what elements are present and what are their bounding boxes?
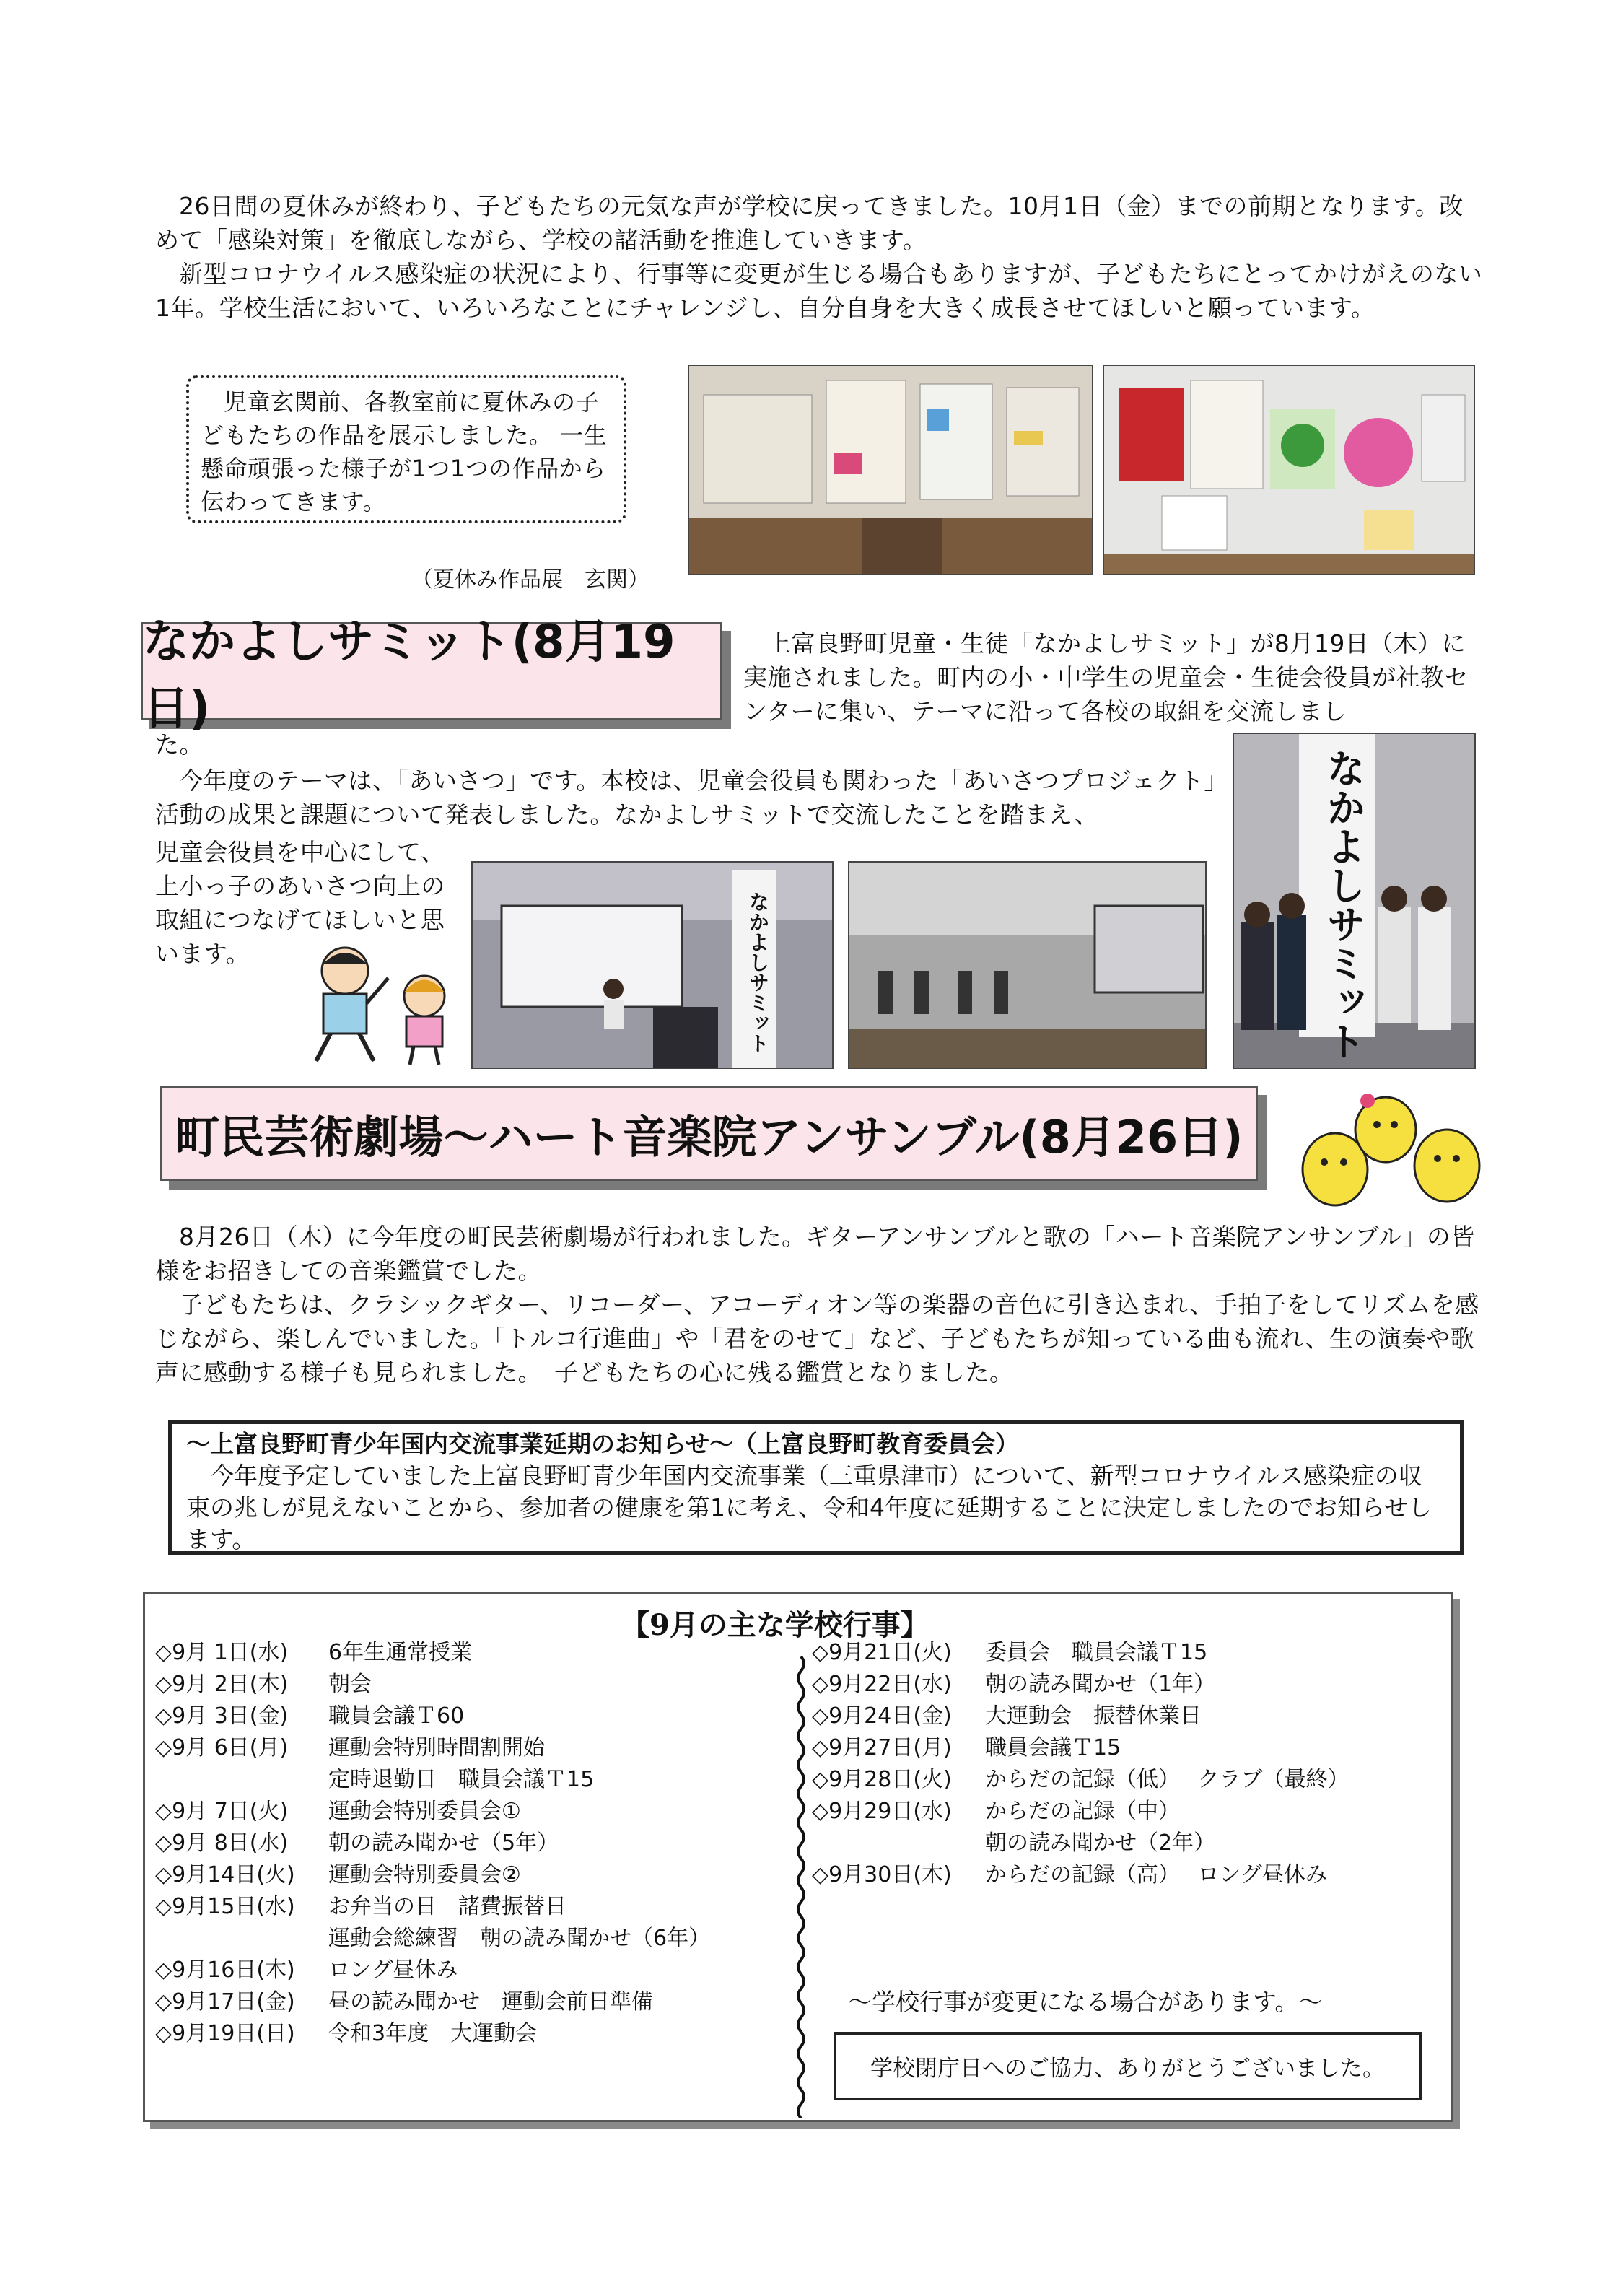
schedule-row [155,1764,790,1796]
schedule-event: 職員会議Ｔ60 [328,1703,465,1729]
schedule-date: ◇9月19日(日) [155,2021,295,2046]
exhibit-photo-1-image [689,366,1092,574]
schedule-date: ◇9月22日(水) [812,1672,952,1697]
exhibit-photo-2-image [1104,366,1474,574]
schedule-date: ◇9月 8日(水) [155,1830,289,1856]
schedule-date: ◇9月15日(水) [155,1894,295,1919]
summit-photo-presentation-image [473,863,832,1068]
schedule-date: ◇9月14日(火) [155,1862,295,1887]
schedule-row [812,1701,1447,1732]
schedule-event: 運動会特別時間割開始 [328,1735,545,1760]
summit-text-right-body: 上富良野町児童・生徒「なかよしサミット」が8月19日（木）に実施されました。町内の小・中学生の児童会・生徒会役員が社教センターに集い、テーマに沿って各校の取組を交流しまし [743,629,1469,725]
schedule-title: 【9月の主な学校行事】 [621,1608,929,1642]
schedule-row [812,1764,1447,1796]
theater-paragraph-1: 8月26日（木）に今年度の町民芸術劇場が行われました。ギターアンサンブルと歌の「ハート音楽院アンサンブル」の皆様をお招きしての音楽鑑賞でした。 [155,1223,1475,1285]
notice-heading: ～上富良野町青少年国内交流事業延期のお知らせ～（上富良野町教育委員会） [186,1430,1020,1458]
schedule-event: 6年生通常授業 [328,1640,473,1665]
schedule-event: 運動会特別委員会① [328,1799,521,1824]
schedule-row [155,1796,790,1828]
summit-text-left: 児童会役員を中心にして、上小っ子のあいさつ向上の取組につなげてほしいと思います。 [155,838,445,968]
summit-title-box [141,616,722,735]
thanks-text: 学校閉庁日へのご協力、ありがとうございました。 [870,2056,1385,2082]
schedule-event: 運動会総練習 朝の読み聞かせ（6年） [328,1926,711,1951]
schedule-event: からだの記録（低） クラブ（最終） [985,1767,1349,1792]
schedule-date: ◇9月 1日(水) [155,1640,289,1665]
schedule-row [155,1923,790,1955]
schedule-date: ◇9月16日(木) [155,1957,295,1983]
summit-text-theme: 今年度のテーマは、「あいさつ」です。本校は、児童会役員も関わった「あいさつプロジェクト」活動の成果と課題について発表しました。なかよしサミットで交流したことを踏まえ、 [155,767,1217,829]
schedule-date: ◇9月 6日(月) [155,1735,289,1760]
schedule-event: 朝の読み聞かせ（1年） [985,1672,1216,1697]
schedule-event: お弁当の日 諸費振替日 [328,1894,566,1919]
theater-paragraph-2: 子どもたちは、クラシックギター、リコーダー、アコーディオン等の楽器の音色に引き込まれ、手拍子をしてリズムを感じながら、楽しんでいました。「トルコ行進曲」や「君をのせて」など、子どもたちが知っている曲も流れ、生の演奏や歌声に感動する様子も見られました。 子どもたちの心に残る鑑賞となりました。 [155,1291,1479,1387]
intro-paragraph-1: 26日間の夏休みが終わり、子どもたちの元気な声が学校に戻ってきました。10月1日（金）までの前期となります。改めて「感染対策」を徹底しながら、学校の諸活動を推進していきます。 [155,192,1464,254]
schedule-change-note: ～学校行事が変更になる場合があります。～ [848,1988,1323,2016]
schedule-date: ◇9月24日(金) [812,1703,952,1729]
schedule-row [155,1732,790,1764]
exhibit-note-box [186,375,626,523]
schedule-event: 朝の読み聞かせ（5年） [328,1830,559,1856]
exhibit-photo-2 [1103,365,1475,575]
schedule-event: 委員会 職員会議Ｔ15 [985,1640,1208,1665]
schedule-row [155,1637,790,1669]
schedule-date: ◇9月 3日(金) [155,1703,289,1729]
schedule-row [155,1828,790,1859]
chick-mascots-illustration [1292,1090,1494,1213]
summit-photo-presentation [471,861,834,1069]
greeting-kids-illustration [294,942,468,1068]
schedule-date: ◇9月28日(火) [812,1767,952,1792]
exhibit-caption: （夏休み作品展 玄関） [411,567,649,593]
schedule-event: からだの記録（中） [985,1799,1180,1824]
thanks-box [834,2032,1422,2100]
schedule-event: 定時退勤日 職員会議Ｔ15 [328,1767,595,1792]
exhibit-note-text: 児童玄関前、各教室前に夏休みの子どもたちの作品を展示しました。 一生懸命頑張った様子が1つ1つの作品から伝わってきます。 [201,388,608,515]
summit-text-right [743,627,1483,728]
schedule-row [812,1637,1447,1669]
schedule-right-column [812,1637,1447,1891]
exhibit-photo-1 [688,365,1093,575]
schedule-row [812,1828,1447,1859]
theater-text [155,1220,1483,1389]
schedule-date: ◇9月21日(火) [812,1640,952,1665]
schedule-date: ◇9月30日(木) [812,1862,952,1887]
schedule-row [812,1796,1447,1828]
schedule-date: ◇9月17日(金) [155,1989,295,2015]
schedule-event: 大運動会 振替休業日 [985,1703,1202,1729]
summit-photo-hall-image [849,863,1205,1068]
schedule-row [812,1669,1447,1701]
schedule-date: ◇9月29日(水) [812,1799,952,1824]
schedule-divider [794,1656,808,2118]
schedule-row [155,1701,790,1732]
schedule-date: ◇9月 2日(木) [155,1672,289,1697]
schedule-row [155,1859,790,1891]
schedule-event: 朝会 [328,1672,372,1697]
schedule-event: からだの記録（高） ロング昼休み [985,1862,1327,1887]
schedule-event: 令和3年度 大運動会 [328,2021,538,2046]
summit-title: なかよしサミット(8月19日) [143,616,675,735]
notice-box [168,1420,1464,1555]
schedule-event: ロング昼休み [328,1957,458,1983]
theater-title-box [160,1086,1258,1181]
schedule-row [155,1669,790,1701]
schedule-event: 職員会議Ｔ15 [985,1735,1121,1760]
intro-paragraph-2: 新型コロナウイルス感染症の状況により、行事等に変更が生じる場合もありますが、子どもたちにとってかけがえのない1年。学校生活において、いろいろなことにチャレンジし、自分自身を大きく成長させてほしいと願っています。 [155,260,1483,322]
schedule-event: 朝の読み聞かせ（2年） [985,1830,1216,1856]
schedule-date: ◇9月 7日(火) [155,1799,289,1824]
schedule-event: 昼の読み聞かせ 運動会前日準備 [328,1989,653,2015]
schedule-row [812,1859,1447,1891]
notice-body: 今年度予定していました上富良野町青少年国内交流事業（三重県津市）について、新型コロナウイルス感染症の収束の兆しが見えないことから、参加者の健康を第1に考え、令和4年度に延期することに決定しましたのでお知らせします。 [186,1462,1432,1553]
schedule-row [155,1891,790,1923]
schedule-left-column [155,1637,790,2050]
theater-title: 町民芸術劇場～ハート音楽院アンサンブル(8月26日) [175,1111,1243,1164]
summit-banner-text-large: なかよしサミット [1321,748,1366,1060]
schedule-row [155,2018,790,2050]
summit-photo-hall [848,861,1207,1069]
schedule-row [812,1732,1447,1764]
schedule-date: ◇9月27日(月) [812,1735,952,1760]
summit-photo-group [1233,733,1476,1069]
schedule-row [155,1986,790,2018]
schedule-event: 運動会特別委員会② [328,1862,521,1887]
summit-banner-text-small: なかよしサミット [746,891,770,1053]
schedule-row [155,1955,790,1986]
summit-text-tail: た。 [155,730,204,759]
intro-text [155,189,1483,325]
